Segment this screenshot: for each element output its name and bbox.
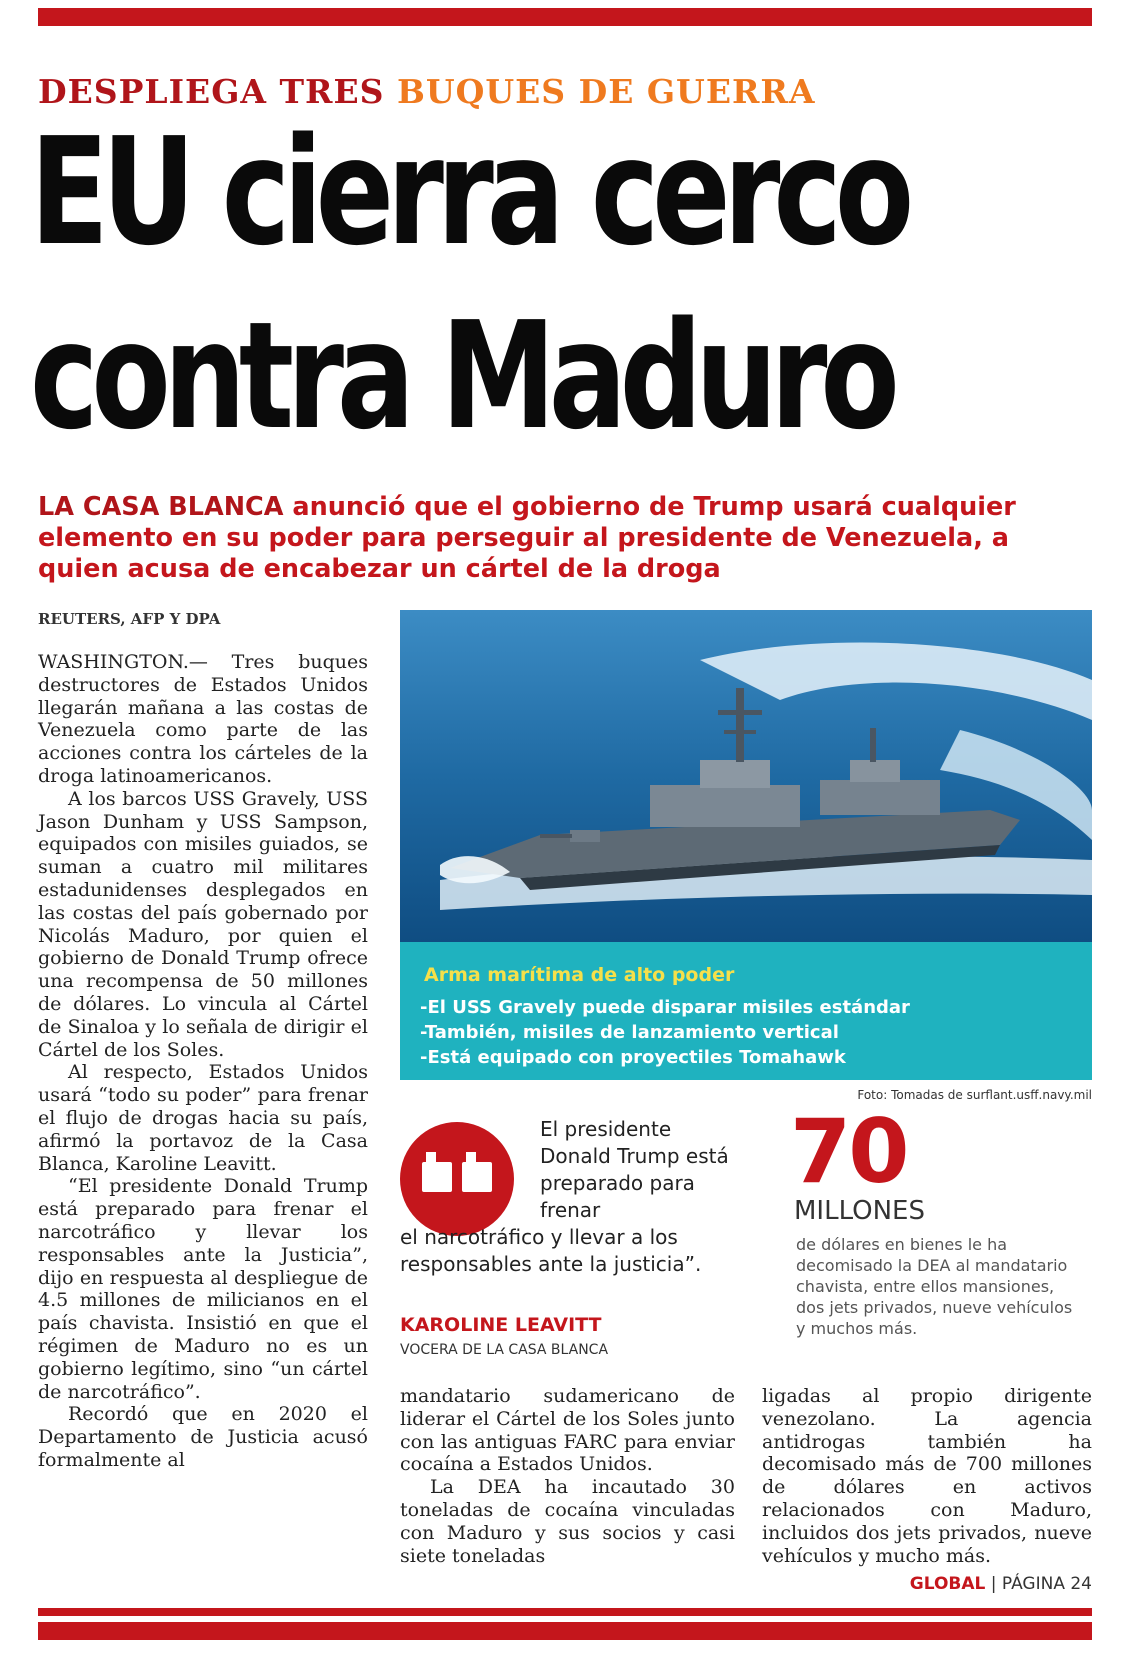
- paragraph: Recordó que en 2020 el Departamento de Justicia acusó formalmente al: [38, 1403, 368, 1471]
- paragraph: ligadas al propio dirigente venezolano. La agencia antidrogas también ha decomisado más de 700 millones de dólares en activos relacionados con Maduro, incluidos dos jets privados, nueve vehículos y mucho más.: [762, 1385, 1092, 1567]
- quote-icon: [400, 1122, 514, 1236]
- byline: REUTERS, AFP Y DPA: [38, 610, 221, 628]
- paragraph: Al respecto, Estados Unidos usará “todo su poder” para frenar el flujo de drogas hacia su país, afirmó la portavoz de la Casa Blanca, Karoline Leavitt.: [38, 1061, 368, 1175]
- jump-section: GLOBAL: [909, 1574, 986, 1594]
- info-box: [400, 942, 1092, 1080]
- paragraph: WASHINGTON.— Tres buques destructores de Estados Unidos llegarán mañana a las costas de Venezuela como parte de las acciones contra los cárteles de la droga latinoamericanos.: [38, 651, 368, 787]
- paragraph: A los barcos USS Gravely, USS Jason Dunham y USS Sampson, equipados con misiles guiados, se suman a cuatro mil militares estadunidenses desplegados en las costas del país gobernado por Nicolás Maduro, por quien el gobierno de Donald Trump ofrece una recompensa de 50 millones de dólares. Lo vincula al Cártel de Sinaloa y lo señala de dirigir el Cártel de los Soles.: [38, 787, 368, 1061]
- stat-description: de dólares en bienes le ha decomisado la DEA al mandatario chavista, entre ellos mansiones, dos jets privados, nueve vehículos y muchos más.: [796, 1235, 1073, 1338]
- body-column-1: [38, 651, 368, 1472]
- info-box-lines: [420, 995, 910, 1070]
- paragraph: “El presidente Donald Trump está preparado para frenar el narcotráfico y llevar los responsables ante la Justicia”, dijo en respuesta al despliegue de 4.5 millones de milicianos en el país chavista. Insistió en que el régimen de Maduro no es un gobierno legítimo, sino “un cártel de narcotráfico”.: [38, 1175, 368, 1403]
- quote-author: KAROLINE LEAVITT: [400, 1314, 602, 1336]
- stat-number: 70: [790, 1100, 907, 1203]
- kicker-part2: BUQUES DE GUERRA: [396, 72, 816, 111]
- bottom-rule: [38, 1622, 1092, 1640]
- stat-label: MILLONES: [794, 1196, 925, 1226]
- jump-separator: |: [985, 1574, 1002, 1594]
- warship-illustration: [400, 610, 1092, 942]
- kicker-part1: DESPLIEGA TRES: [38, 72, 385, 111]
- warship-photo: [400, 610, 1092, 942]
- quotation-marks-glyph: [400, 1122, 514, 1236]
- body-column-2: [400, 1385, 735, 1567]
- paragraph: mandatario sudamericano de liderar el Cártel de los Soles junto con las antiguas FARC para enviar cocaína a Estados Unidos.: [400, 1385, 735, 1476]
- deck-text: anunció que el gobierno de Trump usará cualquier elemento en su poder para perseguir al presidente de Venezuela, a quien acusa de encabezar un cártel de la droga: [38, 492, 1016, 584]
- quote-text-part2: el narcotráfico y llevar a los responsables ante la justicia”.: [400, 1225, 702, 1276]
- page-jump[interactable]: [760, 1574, 1092, 1594]
- jump-page: PÁGINA 24: [1001, 1574, 1092, 1594]
- deck-lead: LA CASA BLANCA: [38, 492, 284, 522]
- paragraph: La DEA ha incautado 30 toneladas de cocaína vinculadas con Maduro y sus socios y casi siete toneladas: [400, 1476, 735, 1567]
- top-rule: [38, 8, 1092, 26]
- info-line: -También, misiles de lanzamiento vertical: [420, 1022, 839, 1043]
- body-column-3: [762, 1385, 1092, 1567]
- bottom-rule-thin: [38, 1608, 1092, 1616]
- info-line: -El USS Gravely puede disparar misiles estándar: [420, 997, 910, 1018]
- quote-author-role: VOCERA DE LA CASA BLANCA: [400, 1342, 609, 1358]
- headline-line2: contra Maduro: [30, 290, 893, 462]
- headline-line1: EU cierra cerco: [30, 106, 908, 278]
- deck: [38, 492, 1098, 585]
- info-box-title: Arma marítima de alto poder: [424, 964, 735, 986]
- info-line: -Está equipado con proyectiles Tomahawk: [420, 1047, 846, 1068]
- quote-text-part1: El presidente Donald Trump está preparado para frenar: [540, 1117, 729, 1222]
- photo-credit: Foto: Tomadas de surflant.usff.navy.mil: [857, 1088, 1092, 1102]
